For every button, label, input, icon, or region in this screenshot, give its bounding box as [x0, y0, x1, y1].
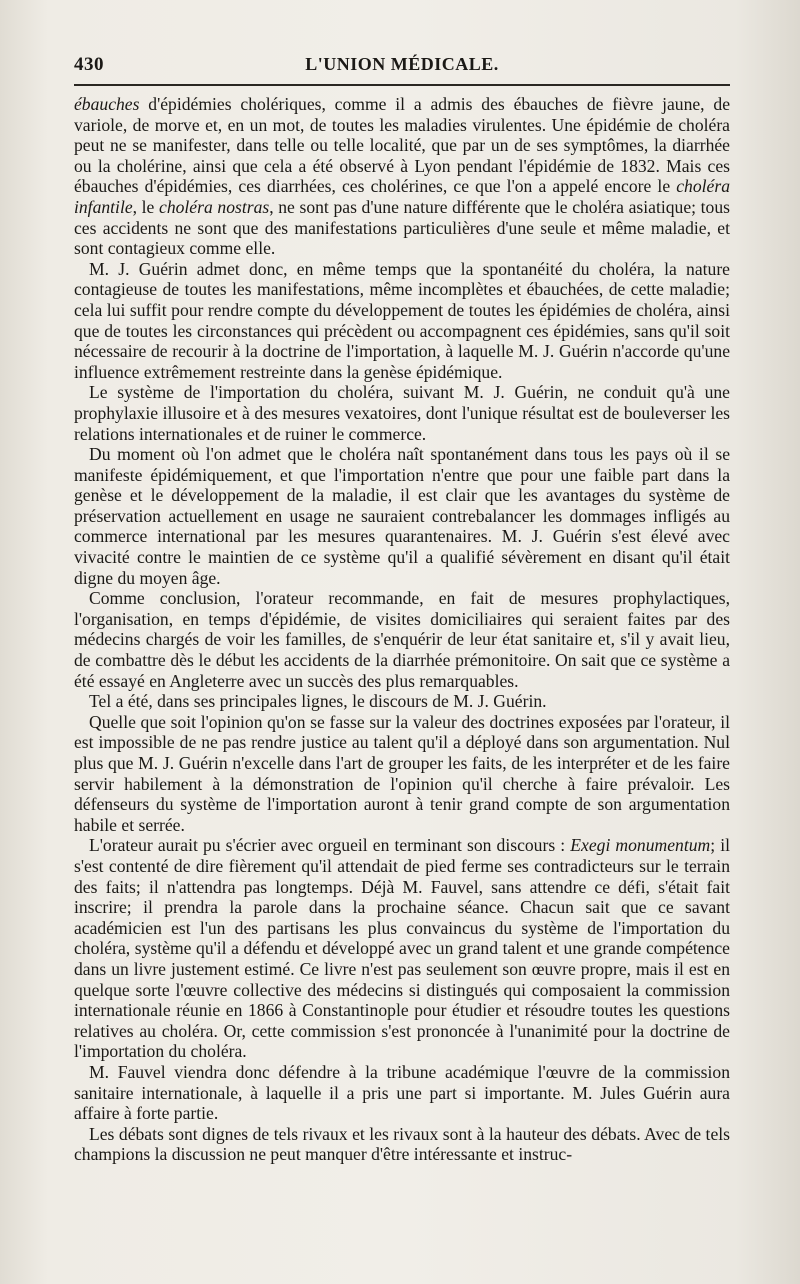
paragraph	[74, 259, 730, 383]
text-run: Quelle que soit l'opinion qu'on se fasse sur la valeur des doctrines exposées par l'orateur, il est impossible de ne pas rendre justice au talent qu'il a déployé dans son argumentation. Nul plus que M. J. Guérin n'excelle dans l'art de grouper les faits, de les interpréter et de les faire servir habilement à la démonstration de l'opinion qu'il cherche à faire prévaloir. Les défenseurs du système de l'importation auront à tenir grand compte de son argumentation habile et serrée.	[74, 711, 730, 835]
italic-text: choléra nostras	[159, 196, 270, 217]
text-run: , ne sont pas d'une nature différente que le choléra asiatique; tous ces accidents ne sont que des manifestations particulières d'une seule et même maladie, et sont contagieux comme elle.	[74, 196, 730, 259]
paragraph	[74, 1124, 730, 1165]
text-run: L'orateur aurait pu s'écrier avec orgueil en terminant son discours :	[89, 835, 571, 856]
text-run: Du moment où l'on admet que le choléra naît spontanément dans tous les pays où il se manifeste épidémiquement, et que l'importation n'entre que pour une faible part dans la genèse et le développement de la maladie, il est clair que les avantages du système de préservation actuellement en usage ne sauraient contrebalancer les dommages infligés au commerce international par les mesures quarantenaires. M. J. Guérin s'est élevé avec vivacité contre le maintien de ce système qu'il a qualifié sévèrement en disant qu'il était digne du moyen âge.	[74, 444, 730, 588]
text-run: M. Fauvel viendra donc défendre à la tribune académique l'œuvre de la commission sanitaire internationale, à laquelle il a pris une part si importante. M. Jules Guérin aura affaire à forte partie.	[74, 1061, 730, 1124]
text-run: Le système de l'importation du choléra, suivant M. J. Guérin, ne conduit qu'à une prophylaxie illusoire et à des mesures vexatoires, dont l'unique résultat est de bouleverser les relations internationales et de ruiner le commerce.	[74, 382, 730, 444]
running-title: L'UNION MÉDICALE.	[305, 54, 499, 74]
text-run: , le	[132, 196, 160, 217]
text-run: Comme conclusion, l'orateur recommande, en fait de mesures prophylactiques, l'organisation, en temps d'épidémie, de visites domiciliaires qui seraient faites par des médecins chargés de voir les familles, de s'enquérir de leur état sanitaire et, s'il y avait lieu, de combattre dès le début les accidents de la diarrhée prémonitoire. On sait que ce système a été essayé en Angleterre avec un succès des plus remarquables.	[74, 588, 730, 691]
italic-text: ébauches	[74, 94, 140, 114]
paragraph	[74, 691, 730, 712]
paragraph	[74, 444, 730, 588]
paragraph	[74, 588, 730, 691]
text-run: Les débats sont dignes de tels rivaux et les rivaux sont à la hauteur des débats. Avec de tels champions la discussion ne peut manquer d'être intéressante et instruc-	[74, 1123, 730, 1165]
running-header	[74, 48, 730, 82]
article-body	[74, 94, 730, 1165]
paragraph	[74, 382, 730, 444]
italic-text: Exegi monumentum	[570, 835, 711, 856]
header-rule	[74, 84, 730, 86]
text-run: ; il s'est contenté de dire fièrement qu'il attendait de pied ferme ses contradicteurs sur le terrain des faits; il n'attendra pas longtemps. Déjà M. Fauvel, sans attendre ce défi, s'était fait inscrire; il prendra la parole dans la prochaine séance. Chacun sait que ce savant académicien est l'un des partisans les plus convaincus du système de l'importation du choléra, système qu'il a défendu et développé avec un grand talent et une grande compétence dans un livre justement estimé. Ce livre n'est pas seulement son œuvre propre, mais il est en quelque sorte l'œuvre collective des médecins si distingués qui composaient la commission internationale réunie en 1866 à Constantinople pour étudier et résoudre toutes les questions relatives au choléra. Or, cette commission s'est prononcée à l'unanimité pour la doctrine de l'importation du choléra.	[74, 835, 730, 1062]
italic-text: choléra infantile	[74, 176, 730, 217]
text-run: M. J. Guérin admet donc, en même temps que la spontanéité du choléra, la nature contagieuse de toutes les manifestations, même incomplètes et ébauchées, de cette maladie; cela lui suffit pour rendre compte du développement de toutes les épidémies de choléra, ainsi que de toutes les circonstances qui précèdent ou accompagnent ces épidémies, sans qu'il soit nécessaire de recourir à la doctrine de l'importation, à laquelle M. J. Guérin n'accorde qu'une influence extrêmement restreinte dans la genèse épidémique.	[74, 258, 730, 382]
paragraph	[74, 712, 730, 836]
paragraph	[74, 1062, 730, 1124]
text-run: Tel a été, dans ses principales lignes, le discours de M. J. Guérin.	[89, 691, 547, 712]
paragraph	[74, 835, 730, 1062]
text-run: d'épidémies cholériques, comme il a admis des ébauches de fièvre jaune, de variole, de morve et, en un mot, de toutes les maladies virulentes. Une épidémie de choléra peut ne se manifester, dans telle ou telle localité, que par un de ses symptômes, la diarrhée ou la cholérine, ainsi que cela a été observé à Lyon pendant l'épidémie de 1832. Mais ces ébauches d'épidémies, ces diarrhées, ces cholérines, ce que l'on a appelé encore le	[74, 94, 730, 197]
page-number: 430	[74, 54, 104, 75]
paragraph	[74, 94, 730, 259]
